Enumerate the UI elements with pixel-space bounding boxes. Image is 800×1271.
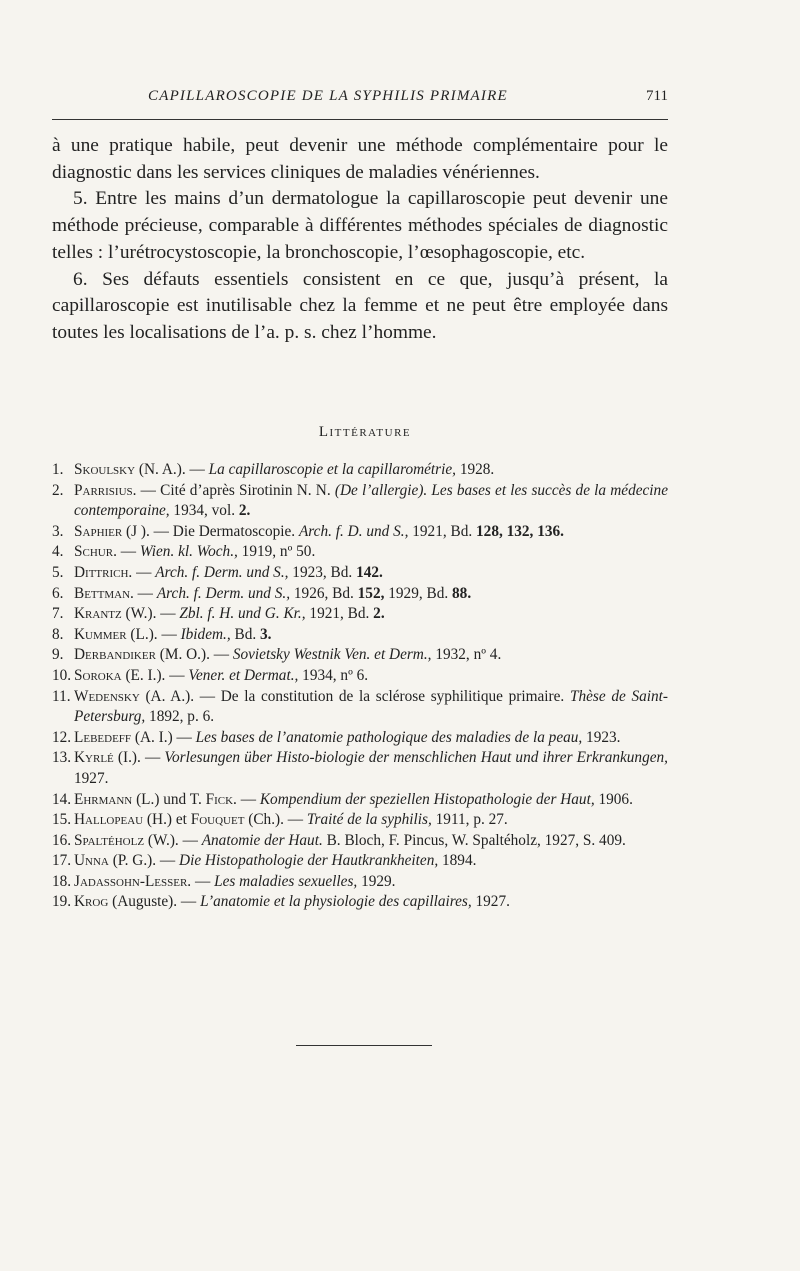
reference-title: Vener. et Dermat., [188, 666, 299, 684]
reference-item [52, 831, 668, 852]
reference-author: Dittrich. [74, 563, 133, 581]
reference-item [52, 563, 668, 584]
reference-item [52, 748, 668, 789]
reference-text: (H.) et [143, 811, 191, 829]
reference-item [52, 645, 668, 666]
reference-author: Spaltéholz [74, 831, 145, 849]
reference-text: (N. A.). — [135, 461, 209, 478]
reference-volume: 2. [238, 502, 251, 520]
reference-number: 6. [52, 584, 64, 602]
reference-text: Bd. [230, 625, 261, 643]
reference-text: (A. A.). — De la constitution de la sclérose syphilitique primaire. [139, 687, 570, 705]
reference-text: 1921, Bd. [408, 522, 477, 540]
reference-title: (De l’allergie). Les bases et les succès de la médecine contemporaine, [74, 481, 668, 520]
reference-text: 1932, nº 4. [431, 646, 502, 664]
reference-number: 16. [52, 831, 72, 849]
reference-text: 1919, nº 50. [237, 543, 316, 561]
reference-item [52, 666, 668, 687]
reference-item [52, 584, 668, 605]
reference-number: 17. [52, 852, 72, 870]
reference-text: 1926, Bd. [290, 584, 358, 602]
reference-title: Arch. f. D. und S., [298, 522, 409, 540]
reference-text: (L.). — [126, 625, 181, 643]
reference-text: 1929. [357, 872, 396, 890]
body-text [52, 133, 668, 347]
reference-list [52, 460, 668, 913]
reference-item [52, 872, 668, 893]
reference-volume: 152, [357, 584, 385, 602]
reference-number: 8. [52, 625, 64, 643]
reference-volume: 128, 132, 136. [476, 522, 564, 540]
end-rule [296, 1045, 432, 1046]
reference-title: Les bases de l’anatomie pathologique des maladies de la peau, [195, 728, 583, 746]
reference-author: Skoulsky [74, 461, 136, 478]
reference-text: (E. I.). — [121, 666, 189, 684]
reference-number: 13. [52, 749, 72, 767]
reference-number: 9. [52, 646, 64, 664]
reference-text: 1911, p. 27. [431, 811, 508, 829]
reference-number: 2. [52, 481, 64, 499]
reference-text: (Auguste). — [108, 893, 201, 911]
reference-author: Soroka [74, 666, 122, 684]
reference-author: Jadassohn-Lesser. [74, 872, 192, 890]
reference-title: La capillaroscopie et la capillarométrie, [208, 461, 457, 478]
reference-author: Ehrmann [74, 790, 133, 808]
reference-author: Bettman. [74, 584, 134, 602]
reference-volume: 88. [452, 584, 472, 602]
reference-title: Ibidem., [180, 625, 231, 643]
reference-author: Krantz [74, 605, 122, 623]
reference-number: 19. [52, 893, 72, 911]
reference-text: (I.). — [113, 749, 165, 767]
reference-text: (M. O.). — [155, 646, 233, 664]
paragraph-point-6: 6. Ses défauts essentiels consistent en ce que, jusqu’à présent, la capillaroscopie est inutilisable chez la femme et ne peut être employée dans toutes les localisations de l’a. p. s. chez l’homme. [52, 268, 668, 343]
header-rule [52, 119, 668, 120]
reference-title: Wien. kl. Woch., [139, 543, 238, 561]
reference-text: 1928. [456, 461, 495, 478]
reference-text: 1923. [582, 728, 621, 746]
reference-text: — [116, 543, 140, 561]
reference-text: (A. I.) — [131, 728, 196, 746]
reference-author: Lebedeff [74, 728, 132, 746]
page-number: 711 [646, 88, 668, 104]
reference-text: — [236, 790, 260, 808]
reference-title: Traité de la syphilis, [306, 811, 432, 829]
reference-title: Thèse de Saint-Petersburg, [74, 687, 668, 726]
reference-text: (W.). — [144, 831, 202, 849]
reference-number: 15. [52, 811, 72, 829]
reference-text: 1934, vol. [169, 502, 239, 520]
reference-author: Fick. [205, 790, 237, 808]
reference-title: Anatomie der Haut. [201, 831, 323, 849]
reference-number: 14. [52, 790, 72, 808]
reference-volume: 3. [260, 625, 272, 643]
reference-text: — [191, 872, 215, 890]
paragraph-continuation: à une pratique habile, peut devenir une méthode complémentaire pour le diagnostic dans les services cliniques de maladies vénériennes. [52, 135, 668, 183]
reference-author: Schur. [74, 543, 117, 561]
reference-title: Die Histopathologie der Hautkrankheiten, [179, 852, 439, 870]
reference-text: — [132, 563, 156, 581]
reference-title: Vorlesungen über Histo-biologie der menschlichen Haut und ihrer Erkrankungen, [164, 749, 668, 767]
reference-volume: 2. [373, 605, 385, 623]
reference-number: 4. [52, 543, 64, 561]
reference-number: 5. [52, 563, 64, 581]
reference-title: Arch. f. Derm. und S., [155, 563, 289, 581]
reference-text: (P. G.). — [108, 852, 180, 870]
reference-item [52, 604, 668, 625]
reference-author: Wedensky [74, 687, 140, 705]
reference-text: (J ). — Die Dermatoscopie. [122, 522, 299, 540]
reference-author: Unna [74, 852, 109, 870]
reference-number: 12. [52, 728, 72, 746]
running-title: CAPILLAROSCOPIE DE LA SYPHILIS PRIMAIRE [148, 88, 508, 104]
reference-author: Krog [74, 893, 109, 911]
reference-number: 11. [52, 687, 71, 705]
reference-author: Derbandiker [74, 646, 156, 664]
reference-number: 18. [52, 872, 72, 890]
reference-title: L’anatomie et la physiologie des capillaires, [200, 893, 472, 911]
reference-text: (Ch.). — [244, 811, 307, 829]
reference-text: (W.). — [121, 605, 180, 623]
reference-item [52, 790, 668, 811]
reference-text: 1929, Bd. [384, 584, 453, 602]
reference-title: Sovietsky Westnik Ven. et Derm., [232, 646, 432, 664]
reference-title: Les maladies sexuelles, [214, 872, 358, 890]
reference-item [52, 810, 668, 831]
reference-title: Kompendium der speziellen Histopathologie der Haut, [259, 790, 595, 808]
reference-item [52, 481, 668, 522]
reference-text: B. Bloch, F. Pincus, W. Spaltéholz, 1927, S. 409. [322, 831, 626, 849]
reference-number: 10. [52, 666, 72, 684]
paragraph-point-5: 5. Entre les mains d’un dermatologue la capillaroscopie peut devenir une méthode précieuse, comparable à différentes méthodes spéciales de diagnostic telles : l’urétrocystoscopie, la bronchoscopie, l’œsophagoscopie, etc. [52, 188, 668, 263]
reference-text: 1927. [471, 893, 510, 911]
reference-text: — [133, 584, 157, 602]
reference-item [52, 522, 668, 543]
reference-number: 3. [52, 522, 64, 540]
reference-author: Hallopeau [74, 811, 144, 829]
reference-text: 1923, Bd. [288, 563, 357, 581]
reference-title: Zbl. f. H. und G. Kr., [179, 605, 306, 623]
reference-text: 1927. [74, 769, 109, 787]
reference-item [52, 625, 668, 646]
running-header [52, 88, 668, 112]
reference-author: Kyrlé [74, 749, 114, 767]
reference-title: Arch. f. Derm. und S., [156, 584, 291, 602]
reference-text: — Cité d’après Sirotinin N. N. [136, 481, 335, 499]
reference-text: 1921, Bd. [305, 605, 374, 623]
reference-volume: 142. [356, 563, 383, 581]
reference-item [52, 728, 668, 749]
reference-item [52, 687, 668, 728]
reference-item [52, 892, 668, 913]
reference-item [52, 460, 668, 481]
literature-heading: Littérature [318, 424, 412, 440]
reference-text: 1906. [594, 790, 633, 808]
reference-item [52, 851, 668, 872]
reference-author: Saphier [74, 522, 123, 540]
reference-text: (L.) und T. [132, 790, 206, 808]
reference-text: 1934, nº 6. [298, 666, 369, 684]
reference-author: Fouquet [190, 811, 245, 829]
reference-number: 1. [52, 461, 64, 478]
reference-text: 1894. [438, 852, 477, 870]
reference-text: 1892, p. 6. [145, 708, 215, 726]
reference-author: Kummer [74, 625, 127, 643]
reference-author: Parrisius. [74, 481, 137, 499]
reference-number: 7. [52, 605, 64, 623]
reference-item [52, 542, 668, 563]
